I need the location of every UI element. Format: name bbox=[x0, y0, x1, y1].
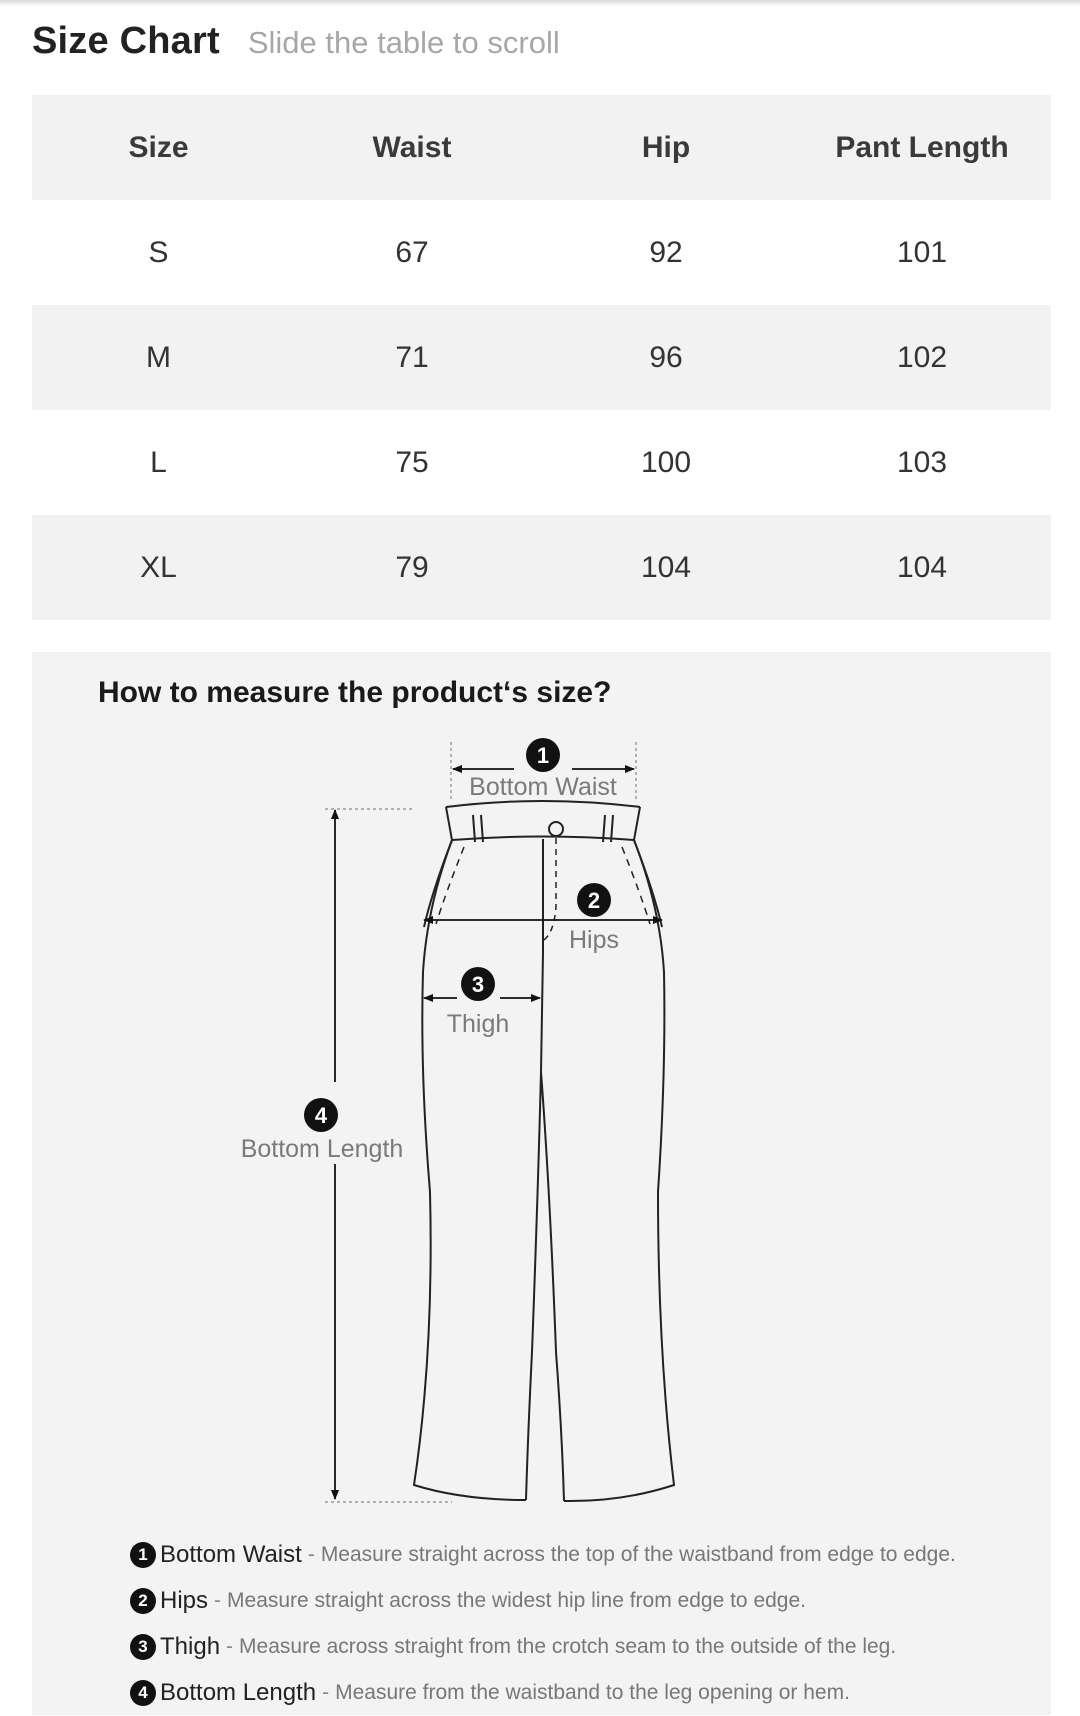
table-cell: 104 bbox=[640, 550, 692, 584]
label-bottom-waist: Bottom Waist bbox=[469, 773, 617, 801]
table-cell: 104 bbox=[896, 550, 948, 584]
legend-item bbox=[130, 1532, 1050, 1578]
legend-item bbox=[130, 1624, 1050, 1670]
pants-measurement-diagram-icon bbox=[32, 652, 1051, 1532]
label-bottom-length: Bottom Length bbox=[240, 1135, 404, 1163]
legend-separator: - bbox=[226, 1635, 234, 1658]
table-cell: 101 bbox=[896, 235, 948, 269]
column-header-size: Size bbox=[128, 130, 189, 164]
measure-legend bbox=[130, 1532, 1050, 1716]
table-cell: 103 bbox=[896, 445, 948, 479]
table-row bbox=[32, 200, 1051, 305]
scroll-hint: Slide the table to scroll bbox=[247, 25, 560, 60]
legend-name: Bottom Waist bbox=[160, 1541, 302, 1568]
table-cell: XL bbox=[140, 550, 177, 584]
size-chart-header bbox=[32, 20, 560, 68]
legend-separator: - bbox=[214, 1589, 222, 1612]
legend-name: Bottom Length bbox=[160, 1679, 317, 1706]
table-cell: M bbox=[146, 340, 171, 374]
measure-guide bbox=[32, 652, 1051, 1715]
legend-separator: - bbox=[307, 1543, 315, 1566]
legend-description: Measure straight across the top of the waistband from edge to edge. bbox=[320, 1543, 956, 1566]
diagram-number-2: 2 bbox=[587, 888, 601, 913]
number-3-icon: 3 bbox=[130, 1634, 156, 1660]
table-header-row bbox=[32, 95, 1051, 200]
page-title: Size Chart bbox=[32, 20, 220, 62]
table-cell: L bbox=[150, 445, 167, 479]
legend-separator: - bbox=[322, 1681, 330, 1704]
table-cell: 102 bbox=[896, 340, 948, 374]
table-cell: 71 bbox=[395, 340, 429, 374]
table-cell: 79 bbox=[395, 550, 429, 584]
column-header-hip: Hip bbox=[641, 130, 691, 164]
legend-description: Measure straight across the widest hip line from edge to edge. bbox=[227, 1589, 806, 1612]
table-row bbox=[32, 410, 1051, 515]
label-hips: Hips bbox=[568, 926, 620, 954]
table-cell: 67 bbox=[395, 235, 429, 269]
number-1-icon: 1 bbox=[130, 1542, 156, 1568]
size-table[interactable] bbox=[32, 95, 1051, 620]
legend-description: Measure across straight from the crotch seam to the outside of the leg. bbox=[239, 1635, 897, 1658]
table-row bbox=[32, 305, 1051, 410]
diagram-number-1: 1 bbox=[536, 743, 550, 768]
legend-item bbox=[130, 1578, 1050, 1624]
legend-description: Measure from the waistband to the leg opening or hem. bbox=[335, 1681, 850, 1704]
diagram-number-3: 3 bbox=[471, 972, 485, 997]
label-thigh: Thigh bbox=[446, 1010, 510, 1038]
legend-item bbox=[130, 1670, 1050, 1716]
column-header-waist: Waist bbox=[372, 130, 452, 164]
table-cell: S bbox=[148, 235, 169, 269]
top-divider bbox=[0, 0, 1080, 6]
column-header-pant-length: Pant Length bbox=[835, 130, 1009, 164]
guide-title: How to measure the product‘s size? bbox=[98, 676, 612, 709]
diagram-number-4: 4 bbox=[314, 1103, 328, 1128]
number-2-icon: 2 bbox=[130, 1588, 156, 1614]
table-cell: 100 bbox=[640, 445, 692, 479]
table-row bbox=[32, 515, 1051, 620]
legend-name: Hips bbox=[160, 1587, 209, 1614]
table-cell: 96 bbox=[649, 340, 683, 374]
table-cell: 75 bbox=[395, 445, 429, 479]
table-cell: 92 bbox=[649, 235, 683, 269]
legend-name: Thigh bbox=[160, 1633, 221, 1660]
number-4-icon: 4 bbox=[130, 1680, 156, 1706]
